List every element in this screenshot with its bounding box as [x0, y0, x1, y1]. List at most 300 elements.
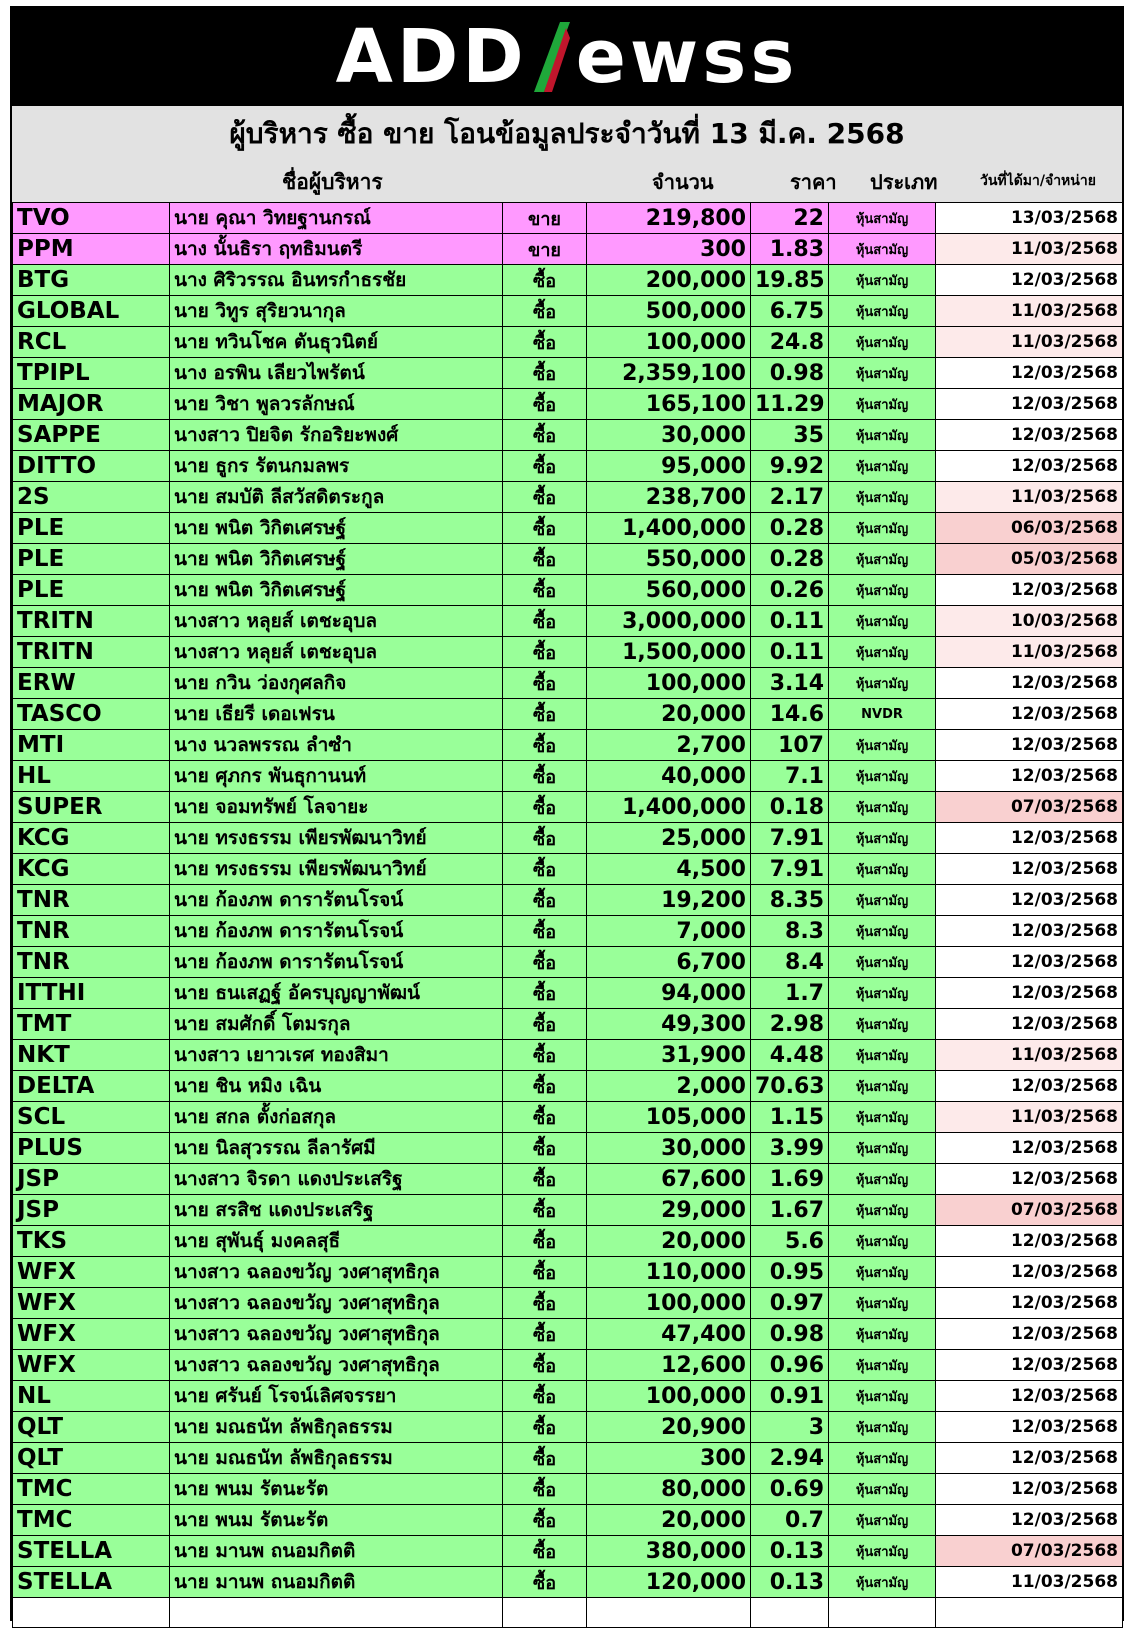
cell-action: ซื้อ	[503, 699, 587, 730]
cell-executive-name: นาย วิชา พูลวรลักษณ์	[170, 389, 503, 420]
table-row	[13, 1350, 1123, 1381]
cell-executive-name: นาย มณธนัท ลัพธิกุลธรรม	[170, 1412, 503, 1443]
cell-security-type: หุ้นสามัญ	[829, 1381, 936, 1412]
cell-symbol: JSP	[13, 1164, 170, 1195]
cell-price: 22	[751, 203, 829, 234]
report-sheet	[10, 6, 1124, 1621]
cell-date: 12/03/2568	[936, 1443, 1123, 1474]
cell-executive-name: นาย พนิต วิกิตเศรษฐ์	[170, 575, 503, 606]
cell-executive-name: นางสาว ฉลองขวัญ วงศาสุทธิกุล	[170, 1288, 503, 1319]
table-row	[13, 1195, 1123, 1226]
cell-price: 2.94	[751, 1443, 829, 1474]
cell-action: ซื้อ	[503, 606, 587, 637]
cell-symbol: TKS	[13, 1226, 170, 1257]
cell-symbol: SCL	[13, 1102, 170, 1133]
cell-quantity: 49,300	[587, 1009, 751, 1040]
cell-action: ซื้อ	[503, 916, 587, 947]
cell-quantity: 100,000	[587, 1288, 751, 1319]
cell-price: 0.69	[751, 1474, 829, 1505]
cell-security-type: หุ้นสามัญ	[829, 854, 936, 885]
cell-quantity: 4,500	[587, 854, 751, 885]
column-header-name: ชื่อผู้บริหาร	[282, 170, 383, 194]
cell-symbol: 2S	[13, 482, 170, 513]
cell-price: 2.17	[751, 482, 829, 513]
cell-executive-name: นาย ชิน หมิง เฉิน	[170, 1071, 503, 1102]
cell-price: 107	[751, 730, 829, 761]
cell-price: 0.97	[751, 1288, 829, 1319]
cell-date: 12/03/2568	[936, 730, 1123, 761]
cell-action: ซื้อ	[503, 296, 587, 327]
cell-empty	[503, 1598, 587, 1628]
table-row	[13, 389, 1123, 420]
cell-security-type: หุ้นสามัญ	[829, 1505, 936, 1536]
cell-price: 0.26	[751, 575, 829, 606]
cell-date: 12/03/2568	[936, 1164, 1123, 1195]
cell-price: 1.83	[751, 234, 829, 265]
cell-quantity: 20,900	[587, 1412, 751, 1443]
cell-price: 7.91	[751, 854, 829, 885]
cell-executive-name: นาย สรสิช แดงประเสริฐ	[170, 1195, 503, 1226]
cell-price: 3	[751, 1412, 829, 1443]
cell-price: 14.6	[751, 699, 829, 730]
cell-quantity: 12,600	[587, 1350, 751, 1381]
cell-security-type: หุ้นสามัญ	[829, 1319, 936, 1350]
cell-executive-name: นาย กวิน ว่องกุศลกิจ	[170, 668, 503, 699]
cell-executive-name: นาย วิทูร สุริยวนากุล	[170, 296, 503, 327]
cell-action: ซื้อ	[503, 885, 587, 916]
cell-price: 8.35	[751, 885, 829, 916]
cell-security-type: หุ้นสามัญ	[829, 730, 936, 761]
cell-quantity: 1,400,000	[587, 513, 751, 544]
cell-symbol: SAPPE	[13, 420, 170, 451]
cell-quantity: 95,000	[587, 451, 751, 482]
cell-executive-name: นาย สุพันธุ์ มงคลสุธี	[170, 1226, 503, 1257]
cell-price: 0.96	[751, 1350, 829, 1381]
cell-symbol: WFX	[13, 1350, 170, 1381]
cell-symbol: MTI	[13, 730, 170, 761]
cell-security-type: หุ้นสามัญ	[829, 1412, 936, 1443]
cell-executive-name: นาย ก้องภพ ดารารัตนโรจน์	[170, 947, 503, 978]
cell-empty	[170, 1598, 503, 1628]
title-header	[12, 106, 1122, 204]
cell-quantity: 2,000	[587, 1071, 751, 1102]
cell-security-type: หุ้นสามัญ	[829, 1195, 936, 1226]
cell-symbol: BTG	[13, 265, 170, 296]
table-row	[13, 327, 1123, 358]
cell-executive-name: นาย พนิต วิกิตเศรษฐ์	[170, 544, 503, 575]
cell-security-type: หุ้นสามัญ	[829, 637, 936, 668]
cell-price: 7.91	[751, 823, 829, 854]
cell-price: 0.11	[751, 606, 829, 637]
cell-quantity: 31,900	[587, 1040, 751, 1071]
cell-price: 1.67	[751, 1195, 829, 1226]
cell-executive-name: นางสาว หลุยส์ เตชะอุบล	[170, 606, 503, 637]
cell-security-type: หุ้นสามัญ	[829, 1226, 936, 1257]
cell-action: ซื้อ	[503, 1071, 587, 1102]
cell-price: 6.75	[751, 296, 829, 327]
cell-date: 05/03/2568	[936, 544, 1123, 575]
table-row	[13, 1474, 1123, 1505]
cell-executive-name: นางสาว ฉลองขวัญ วงศาสุทธิกุล	[170, 1350, 503, 1381]
cell-symbol: TNR	[13, 885, 170, 916]
cell-quantity: 19,200	[587, 885, 751, 916]
cell-date: 12/03/2568	[936, 1071, 1123, 1102]
cell-action: ซื้อ	[503, 1226, 587, 1257]
cell-price: 1.15	[751, 1102, 829, 1133]
cell-action: ซื้อ	[503, 544, 587, 575]
cell-price: 24.8	[751, 327, 829, 358]
table-row	[13, 823, 1123, 854]
cell-date: 12/03/2568	[936, 1381, 1123, 1412]
cell-symbol: TRITN	[13, 606, 170, 637]
table-row	[13, 265, 1123, 296]
cell-quantity: 380,000	[587, 1536, 751, 1567]
cell-symbol: TRITN	[13, 637, 170, 668]
cell-security-type: หุ้นสามัญ	[829, 1102, 936, 1133]
cell-date: 12/03/2568	[936, 1009, 1123, 1040]
cell-quantity: 29,000	[587, 1195, 751, 1226]
column-header-price: ราคา	[790, 170, 837, 194]
cell-symbol: PLUS	[13, 1133, 170, 1164]
cell-security-type: หุ้นสามัญ	[829, 792, 936, 823]
cell-executive-name: นาง ศิริวรรณ อินทรกำธรชัย	[170, 265, 503, 296]
cell-symbol: TNR	[13, 916, 170, 947]
cell-action: ซื้อ	[503, 1474, 587, 1505]
cell-action: ซื้อ	[503, 1319, 587, 1350]
cell-price: 3.14	[751, 668, 829, 699]
cell-price: 70.63	[751, 1071, 829, 1102]
cell-action: ซื้อ	[503, 1412, 587, 1443]
table-row	[13, 916, 1123, 947]
cell-empty	[829, 1598, 936, 1628]
cell-price: 8.3	[751, 916, 829, 947]
cell-security-type: หุ้นสามัญ	[829, 668, 936, 699]
cell-executive-name: นาง นวลพรรณ ลำซำ	[170, 730, 503, 761]
cell-security-type: หุ้นสามัญ	[829, 1133, 936, 1164]
cell-security-type: หุ้นสามัญ	[829, 1288, 936, 1319]
cell-action: ซื้อ	[503, 327, 587, 358]
cell-action: ซื้อ	[503, 451, 587, 482]
cell-date: 12/03/2568	[936, 1133, 1123, 1164]
cell-date: 11/03/2568	[936, 296, 1123, 327]
cell-symbol: TPIPL	[13, 358, 170, 389]
cell-symbol: NKT	[13, 1040, 170, 1071]
cell-date: 06/03/2568	[936, 513, 1123, 544]
cell-quantity: 1,400,000	[587, 792, 751, 823]
cell-date: 11/03/2568	[936, 637, 1123, 668]
cell-symbol: DELTA	[13, 1071, 170, 1102]
cell-price: 0.28	[751, 513, 829, 544]
page-title: ผู้บริหาร ซื้อ ขาย โอนข้อมูลประจำวันที่ 13 มี.ค. 2568	[229, 117, 905, 150]
cell-quantity: 219,800	[587, 203, 751, 234]
cell-empty	[587, 1598, 751, 1628]
cell-quantity: 2,359,100	[587, 358, 751, 389]
cell-action: ซื้อ	[503, 947, 587, 978]
cell-quantity: 47,400	[587, 1319, 751, 1350]
cell-symbol: PLE	[13, 513, 170, 544]
cell-action: ซื้อ	[503, 389, 587, 420]
table-row	[13, 947, 1123, 978]
cell-symbol: KCG	[13, 823, 170, 854]
cell-executive-name: นาย ทรงธรรม เพียรพัฒนาวิทย์	[170, 854, 503, 885]
cell-quantity: 3,000,000	[587, 606, 751, 637]
cell-executive-name: นาย สมศักดิ์ โตมรกุล	[170, 1009, 503, 1040]
cell-quantity: 40,000	[587, 761, 751, 792]
cell-symbol: JSP	[13, 1195, 170, 1226]
brand-logo: ADD ewss	[335, 14, 799, 100]
cell-action: ซื้อ	[503, 1164, 587, 1195]
cell-quantity: 300	[587, 1443, 751, 1474]
cell-price: 0.18	[751, 792, 829, 823]
cell-security-type: หุ้นสามัญ	[829, 1474, 936, 1505]
table-row	[13, 1102, 1123, 1133]
cell-action: ซื้อ	[503, 1536, 587, 1567]
cell-quantity: 80,000	[587, 1474, 751, 1505]
cell-security-type: หุ้นสามัญ	[829, 1536, 936, 1567]
cell-price: 5.6	[751, 1226, 829, 1257]
cell-quantity: 100,000	[587, 1381, 751, 1412]
cell-quantity: 6,700	[587, 947, 751, 978]
cell-quantity: 1,500,000	[587, 637, 751, 668]
cell-executive-name: นาย ธนเสฏฐ์ อัครบุญญาพัฒน์	[170, 978, 503, 1009]
cell-action: ซื้อ	[503, 1102, 587, 1133]
cell-executive-name: นาย มานพ ถนอมกิตติ	[170, 1567, 503, 1598]
column-header-date: วันที่ได้มา/จำหน่าย	[980, 173, 1096, 189]
table-row	[13, 1412, 1123, 1443]
cell-price: 4.48	[751, 1040, 829, 1071]
cell-symbol: WFX	[13, 1257, 170, 1288]
cell-quantity: 20,000	[587, 1226, 751, 1257]
cell-date: 12/03/2568	[936, 1350, 1123, 1381]
cell-action: ซื้อ	[503, 1195, 587, 1226]
cell-executive-name: นางสาว หลุยส์ เตชะอุบล	[170, 637, 503, 668]
cell-executive-name: นาย มานพ ถนอมกิตติ	[170, 1536, 503, 1567]
cell-price: 7.1	[751, 761, 829, 792]
cell-date: 10/03/2568	[936, 606, 1123, 637]
cell-date: 12/03/2568	[936, 1226, 1123, 1257]
cell-quantity: 120,000	[587, 1567, 751, 1598]
cell-date: 12/03/2568	[936, 916, 1123, 947]
cell-symbol: ERW	[13, 668, 170, 699]
cell-action: ซื้อ	[503, 482, 587, 513]
cell-quantity: 67,600	[587, 1164, 751, 1195]
cell-date: 12/03/2568	[936, 451, 1123, 482]
cell-security-type: หุ้นสามัญ	[829, 947, 936, 978]
table-row	[13, 1226, 1123, 1257]
cell-action: ขาย	[503, 203, 587, 234]
cell-action: ซื้อ	[503, 420, 587, 451]
cell-security-type: หุ้นสามัญ	[829, 606, 936, 637]
cell-executive-name: นาย พนม รัตนะรัต	[170, 1474, 503, 1505]
cell-security-type: หุ้นสามัญ	[829, 513, 936, 544]
transactions-table	[12, 202, 1123, 1628]
cell-action: ซื้อ	[503, 1009, 587, 1040]
cell-date: 12/03/2568	[936, 265, 1123, 296]
cell-executive-name: นาย ศรันย์ โรจน์เลิศจรรยา	[170, 1381, 503, 1412]
cell-quantity: 20,000	[587, 699, 751, 730]
cell-symbol: MAJOR	[13, 389, 170, 420]
cell-symbol: TMC	[13, 1474, 170, 1505]
cell-date: 12/03/2568	[936, 1288, 1123, 1319]
cell-quantity: 500,000	[587, 296, 751, 327]
cell-action: ซื้อ	[503, 854, 587, 885]
cell-action: ซื้อ	[503, 637, 587, 668]
cell-action: ซื้อ	[503, 1257, 587, 1288]
cell-price: 0.13	[751, 1536, 829, 1567]
cell-executive-name: นาย สกล ตั้งก่อสกุล	[170, 1102, 503, 1133]
cell-executive-name: นาย จอมทรัพย์ โลจายะ	[170, 792, 503, 823]
table-row	[13, 1164, 1123, 1195]
cell-date: 12/03/2568	[936, 978, 1123, 1009]
cell-executive-name: นาย พนิต วิกิตเศรษฐ์	[170, 513, 503, 544]
cell-symbol: TASCO	[13, 699, 170, 730]
cell-security-type: หุ้นสามัญ	[829, 1257, 936, 1288]
cell-quantity: 100,000	[587, 668, 751, 699]
cell-symbol: NL	[13, 1381, 170, 1412]
table-row	[13, 730, 1123, 761]
cell-security-type: หุ้นสามัญ	[829, 575, 936, 606]
table-row	[13, 668, 1123, 699]
cell-action: ซื้อ	[503, 978, 587, 1009]
cell-date: 12/03/2568	[936, 389, 1123, 420]
cell-symbol: ITTHI	[13, 978, 170, 1009]
table-row	[13, 1288, 1123, 1319]
cell-executive-name: นาย ธูกร รัตนกมลพร	[170, 451, 503, 482]
cell-date: 12/03/2568	[936, 699, 1123, 730]
cell-price: 0.91	[751, 1381, 829, 1412]
cell-quantity: 7,000	[587, 916, 751, 947]
table-row	[13, 606, 1123, 637]
cell-symbol: QLT	[13, 1443, 170, 1474]
cell-price: 0.11	[751, 637, 829, 668]
cell-action: ซื้อ	[503, 668, 587, 699]
cell-empty	[751, 1598, 829, 1628]
cell-symbol: RCL	[13, 327, 170, 358]
table-row	[13, 978, 1123, 1009]
logo-n-mark	[530, 18, 574, 96]
cell-action: ซื้อ	[503, 358, 587, 389]
cell-price: 9.92	[751, 451, 829, 482]
table-row	[13, 358, 1123, 389]
cell-price: 1.69	[751, 1164, 829, 1195]
cell-quantity: 30,000	[587, 1133, 751, 1164]
table-row	[13, 1071, 1123, 1102]
cell-security-type: หุ้นสามัญ	[829, 482, 936, 513]
cell-security-type: หุ้นสามัญ	[829, 885, 936, 916]
table-row	[13, 1133, 1123, 1164]
table-row	[13, 1009, 1123, 1040]
cell-price: 2.98	[751, 1009, 829, 1040]
cell-symbol: TMC	[13, 1505, 170, 1536]
table-row	[13, 699, 1123, 730]
cell-action: ซื้อ	[503, 1040, 587, 1071]
table-row	[13, 761, 1123, 792]
table-row-empty	[13, 1598, 1123, 1628]
cell-date: 07/03/2568	[936, 792, 1123, 823]
cell-security-type: หุ้นสามัญ	[829, 1040, 936, 1071]
transactions-body	[13, 203, 1123, 1628]
cell-date: 12/03/2568	[936, 420, 1123, 451]
cell-quantity: 165,100	[587, 389, 751, 420]
cell-date: 11/03/2568	[936, 1040, 1123, 1071]
table-row	[13, 637, 1123, 668]
cell-security-type: หุ้นสามัญ	[829, 234, 936, 265]
table-row	[13, 1536, 1123, 1567]
cell-action: ซื้อ	[503, 1443, 587, 1474]
table-row	[13, 513, 1123, 544]
cell-price: 0.98	[751, 358, 829, 389]
cell-symbol: TVO	[13, 203, 170, 234]
cell-security-type: หุ้นสามัญ	[829, 1567, 936, 1598]
cell-symbol: PLE	[13, 544, 170, 575]
cell-security-type: หุ้นสามัญ	[829, 327, 936, 358]
cell-price: 35	[751, 420, 829, 451]
cell-date: 12/03/2568	[936, 575, 1123, 606]
cell-symbol: HL	[13, 761, 170, 792]
cell-executive-name: นาย คุณา วิทยฐานกรณ์	[170, 203, 503, 234]
cell-date: 12/03/2568	[936, 1319, 1123, 1350]
table-row	[13, 1381, 1123, 1412]
cell-price: 11.29	[751, 389, 829, 420]
cell-executive-name: นาย ทวินโชค ตันธุวนิตย์	[170, 327, 503, 358]
cell-security-type: หุ้นสามัญ	[829, 203, 936, 234]
table-row	[13, 792, 1123, 823]
table-row	[13, 1040, 1123, 1071]
cell-executive-name: นาย ทรงธรรม เพียรพัฒนาวิทย์	[170, 823, 503, 854]
cell-action: ซื้อ	[503, 1567, 587, 1598]
cell-empty	[936, 1598, 1123, 1628]
cell-action: ซื้อ	[503, 730, 587, 761]
cell-quantity: 110,000	[587, 1257, 751, 1288]
cell-security-type: หุ้นสามัญ	[829, 823, 936, 854]
cell-action: ซื้อ	[503, 1505, 587, 1536]
cell-executive-name: นาย ก้องภพ ดารารัตนโรจน์	[170, 885, 503, 916]
cell-date: 12/03/2568	[936, 947, 1123, 978]
cell-date: 11/03/2568	[936, 1102, 1123, 1133]
table-row	[13, 234, 1123, 265]
cell-security-type: หุ้นสามัญ	[829, 420, 936, 451]
cell-security-type: หุ้นสามัญ	[829, 1350, 936, 1381]
cell-action: ซื้อ	[503, 1133, 587, 1164]
cell-executive-name: นางสาว ฉลองขวัญ วงศาสุทธิกุล	[170, 1257, 503, 1288]
cell-date: 12/03/2568	[936, 1412, 1123, 1443]
cell-symbol: PPM	[13, 234, 170, 265]
cell-executive-name: นาง อรพิน เลียวไพรัตน์	[170, 358, 503, 389]
cell-quantity: 30,000	[587, 420, 751, 451]
cell-symbol: GLOBAL	[13, 296, 170, 327]
cell-date: 13/03/2568	[936, 203, 1123, 234]
table-row	[13, 1319, 1123, 1350]
cell-date: 12/03/2568	[936, 668, 1123, 699]
cell-date: 12/03/2568	[936, 854, 1123, 885]
cell-action: ซื้อ	[503, 823, 587, 854]
cell-date: 11/03/2568	[936, 482, 1123, 513]
cell-security-type: หุ้นสามัญ	[829, 916, 936, 947]
column-header-type: ประเภท	[870, 170, 938, 194]
table-row	[13, 296, 1123, 327]
cell-symbol: KCG	[13, 854, 170, 885]
table-row	[13, 1443, 1123, 1474]
cell-action: ซื้อ	[503, 761, 587, 792]
cell-date: 12/03/2568	[936, 358, 1123, 389]
cell-action: ซื้อ	[503, 792, 587, 823]
table-row	[13, 1567, 1123, 1598]
cell-price: 1.7	[751, 978, 829, 1009]
cell-symbol: STELLA	[13, 1536, 170, 1567]
cell-price: 0.13	[751, 1567, 829, 1598]
cell-date: 11/03/2568	[936, 327, 1123, 358]
table-row	[13, 1505, 1123, 1536]
